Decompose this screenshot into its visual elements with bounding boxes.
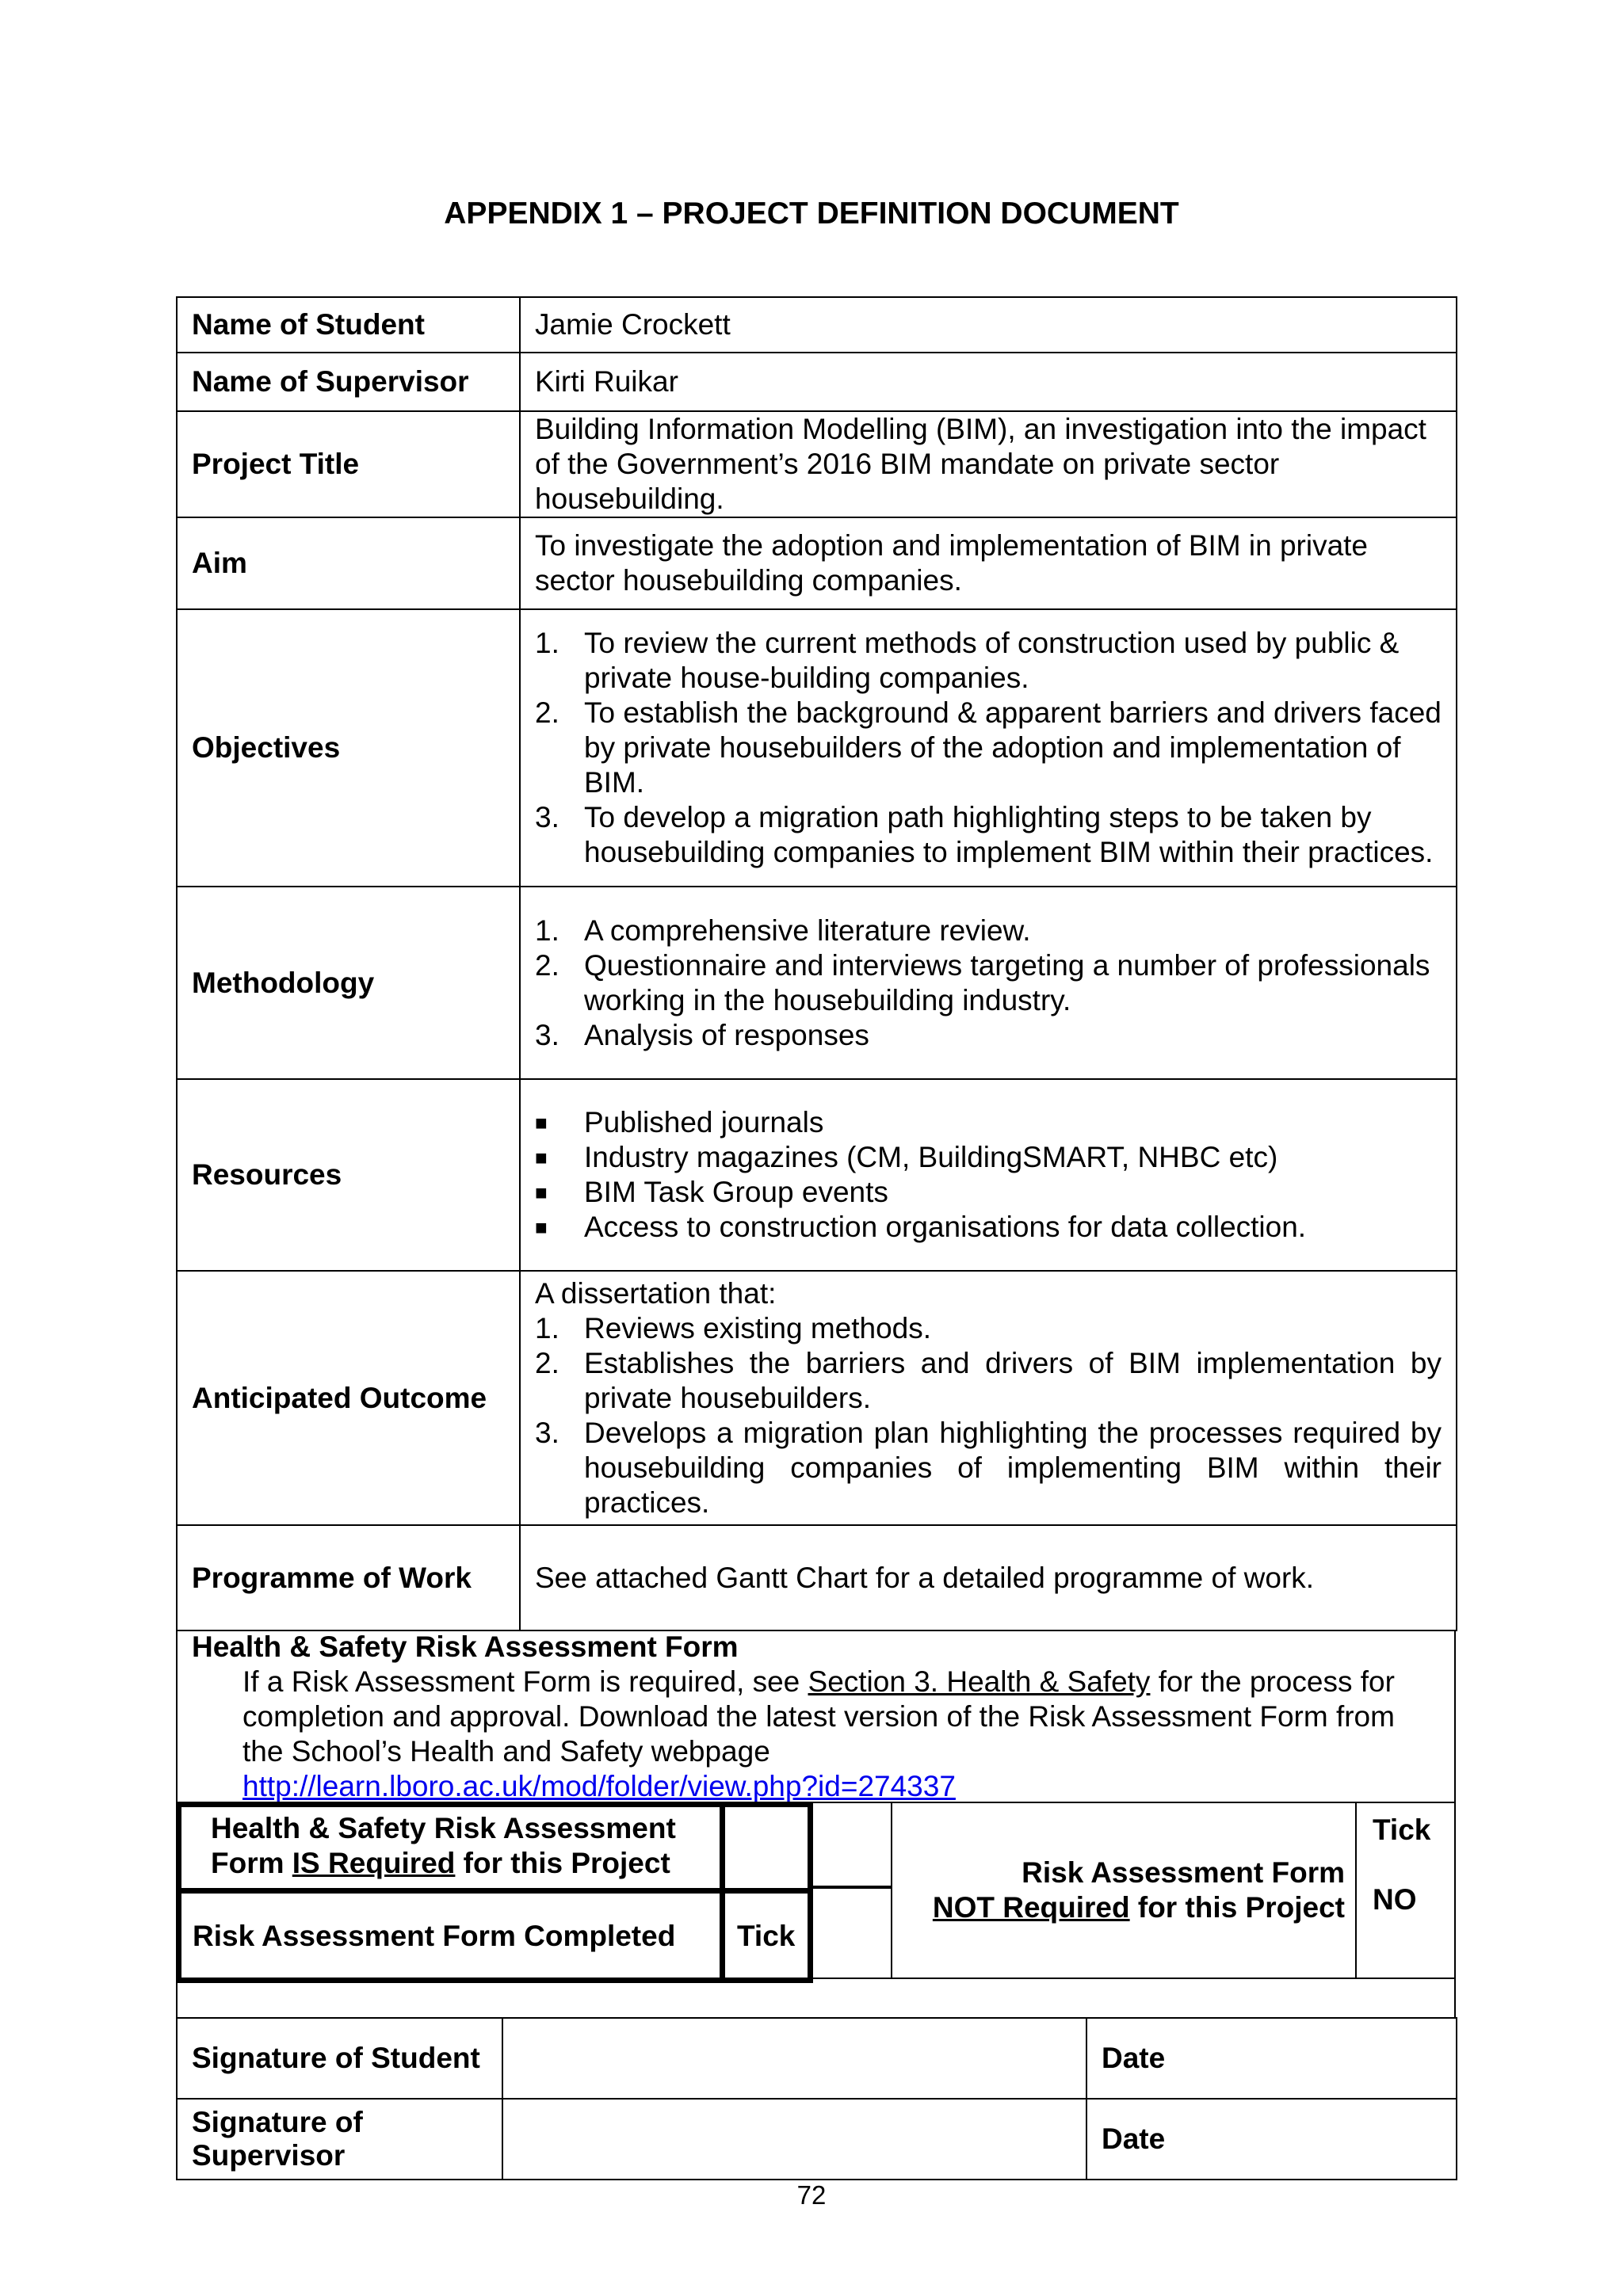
objectives-value xyxy=(520,609,1457,887)
student-date-label[interactable]: Date xyxy=(1086,2018,1457,2099)
list-item: 1. A comprehensive literature review. xyxy=(535,913,1031,947)
completed-label: Risk Assessment Form Completed xyxy=(193,1920,676,1952)
list-item: ■ Published journals xyxy=(535,1106,824,1138)
project-title-value: Building Information Modelling (BIM), an investigation into the impact of the Government’s 2016 BIM mandate on private sector housebuilding. xyxy=(520,411,1457,517)
supervisor-signature-label: Signature of Supervisor xyxy=(177,2099,502,2180)
programme-label: Programme of Work xyxy=(177,1525,520,1630)
list-item: ■ BIM Task Group events xyxy=(535,1176,888,1208)
resources-label: Resources xyxy=(177,1079,520,1271)
list-item: 2. Establishes the barriers and drivers of BIM implementation by private housebuilders. xyxy=(535,1346,1442,1414)
table-row xyxy=(177,517,1457,609)
table-row xyxy=(177,1079,1457,1271)
project-title-label: Project Title xyxy=(177,411,520,517)
list-item: 1. Reviews existing methods. xyxy=(535,1311,932,1344)
supervisor-date-label[interactable]: Date xyxy=(1086,2099,1457,2180)
outcome-value: A dissertation that: 1. Reviews existing methods. 2. Establishes the barriers and drivers of BIM implementation by private housebuilders. 3. Develops a migration plan highlighting the processes required by housebuilding companies of implementing BIM within their practices. xyxy=(520,1271,1457,1525)
list-item: 3. Analysis of responses xyxy=(535,1018,869,1051)
is-required-label: Health & Safety Risk Assessment Form IS Required for this Project xyxy=(211,1812,676,1879)
not-required-value: NO xyxy=(1373,1883,1417,1916)
table-row xyxy=(177,297,1457,353)
completed-tick-label: Tick xyxy=(737,1920,796,1952)
list-item: 1. To review the current methods of construction used by public & private house-building companies. xyxy=(535,627,1400,694)
list-item: 2. Questionnaire and interviews targeting a number of professionals working in the housebuilding industry. xyxy=(535,948,1430,1016)
supervisor-label: Name of Supervisor xyxy=(177,353,520,411)
student-signature-label: Signature of Student xyxy=(177,2018,502,2099)
resources-value xyxy=(520,1079,1457,1271)
aim-value: To investigate the adoption and implementation of BIM in private sector housebuilding companies. xyxy=(520,517,1457,609)
spacer-row xyxy=(176,2000,1456,2019)
project-definition-table xyxy=(176,296,1457,1631)
divider xyxy=(811,1886,892,1889)
health-safety-text: If a Risk Assessment Form is required, see Section 3. Health & Safety for the process for completion and approval. Download the latest version of the Risk Assessment Form from the School’s Health and Safety webpage http://learn.lboro.ac.uk/mod/folder/view.php?id=274337 xyxy=(242,1665,1395,1802)
table-row xyxy=(177,2099,1457,2180)
risk-assessment-link[interactable]: http://learn.lboro.ac.uk/mod/folder/view.php?id=274337 xyxy=(242,1770,956,1802)
objectives-label: Objectives xyxy=(177,609,520,887)
health-safety-heading: Health & Safety Risk Assessment Form xyxy=(192,1630,739,1663)
not-required-tick-label: Tick xyxy=(1373,1814,1431,1846)
methodology-value xyxy=(520,887,1457,1079)
table-row xyxy=(177,2018,1457,2099)
bullet-icon: ■ xyxy=(535,1146,548,1169)
bullet-icon: ■ xyxy=(535,1215,548,1239)
list-item: ■ Industry magazines (CM, BuildingSMART, NHBC etc) xyxy=(535,1141,1278,1173)
list-item: ■ Access to construction organisations for data collection. xyxy=(535,1211,1307,1243)
section-reference: Section 3. Health & Safety xyxy=(808,1665,1151,1698)
list-item: 2. To establish the background & apparent barriers and drivers faced by private housebuilders of the adoption and implementation of BIM. xyxy=(535,696,1442,799)
programme-value: See attached Gantt Chart for a detailed programme of work. xyxy=(520,1525,1457,1630)
student-signature-field[interactable] xyxy=(502,2018,1086,2099)
bullet-icon: ■ xyxy=(535,1111,548,1135)
bullet-icon: ■ xyxy=(535,1180,548,1204)
table-row xyxy=(177,1271,1457,1525)
outcome-label: Anticipated Outcome xyxy=(177,1271,520,1525)
aim-label: Aim xyxy=(177,517,520,609)
not-required-label: Risk Assessment Form NOT Required for this Project xyxy=(932,1856,1345,1924)
methodology-label: Methodology xyxy=(177,887,520,1079)
table-row xyxy=(177,609,1457,887)
signature-table xyxy=(176,2017,1457,2180)
page-number: 72 xyxy=(796,2180,827,2210)
spacer-box xyxy=(811,1802,892,1979)
list-item: 3. Develops a migration plan highlighting the processes required by housebuilding companies of implementing BIM within their practices. xyxy=(535,1416,1442,1519)
table-row xyxy=(177,411,1457,517)
table-row xyxy=(177,353,1457,411)
page-title: APPENDIX 1 – PROJECT DEFINITION DOCUMENT xyxy=(444,196,1179,231)
student-label: Name of Student xyxy=(177,297,520,353)
table-row xyxy=(177,887,1457,1079)
list-item: 3. To develop a migration path highlighting steps to be taken by housebuilding companies to implement BIM within their practices. xyxy=(535,801,1434,868)
supervisor-value: Kirti Ruikar xyxy=(520,353,1457,411)
supervisor-signature-field[interactable] xyxy=(502,2099,1086,2180)
table-row xyxy=(177,1525,1457,1630)
is-required-tick-box[interactable] xyxy=(720,1802,813,1894)
student-value: Jamie Crockett xyxy=(520,297,1457,353)
